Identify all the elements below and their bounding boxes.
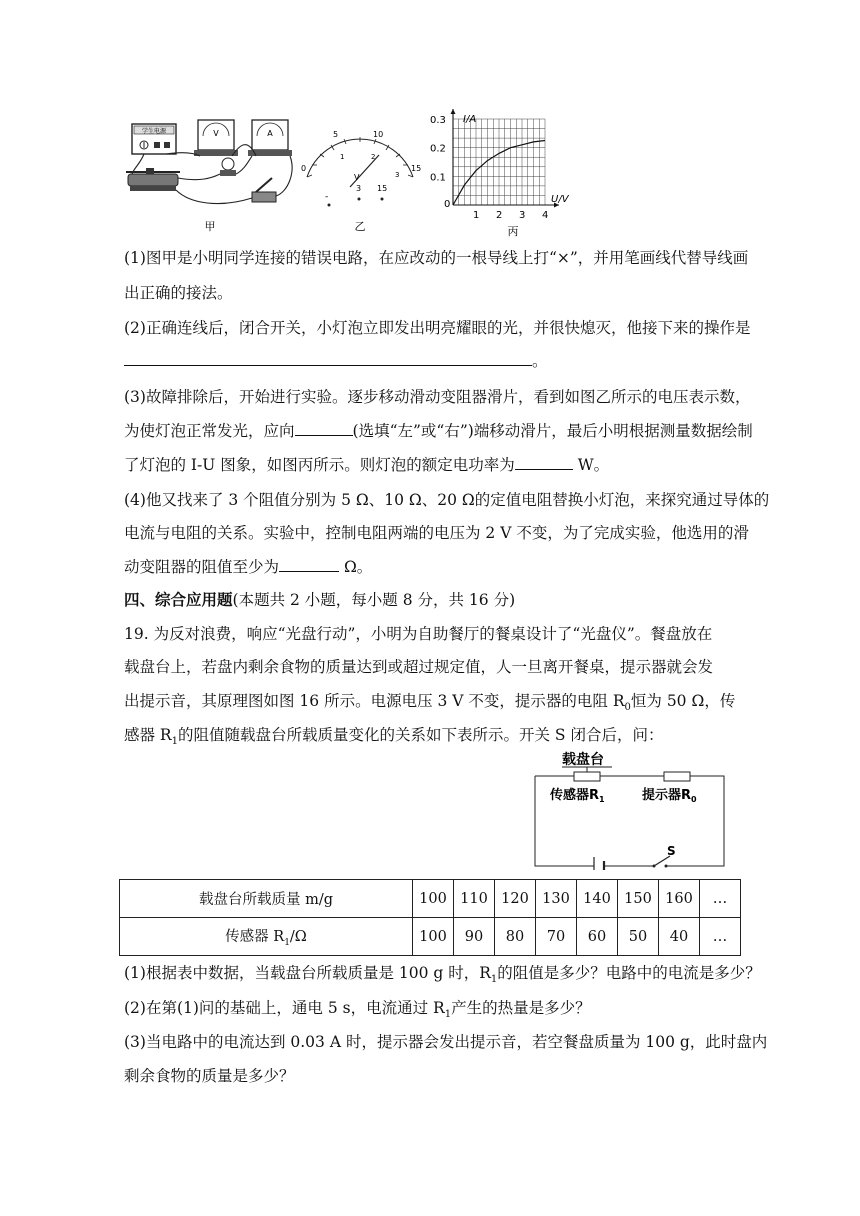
table-cell: … [700,918,741,956]
q18-part4-text-b: Ω。 [339,558,373,576]
y-tick-label: 0.3 [430,115,446,126]
figure-bing-chart [425,108,585,238]
q18-part4-text-a: 动变阻器的阻值至少为 [124,558,280,576]
figure-yi-dial [295,125,425,237]
q18-part2-end: 。 [532,352,548,370]
terminal-15: 15 [377,184,388,193]
figure-jia-circuit [120,112,300,237]
dial-needle [350,155,379,187]
figure-jia-label: 甲 [204,220,216,233]
table-row [120,918,741,956]
q19-line2: 载盘台上，若盘内剩余食物的质量达到或超过规定值，人一旦离开餐桌，提示器就会发 [124,658,714,676]
q18-part1-line2: 出正确的接法。 [124,284,233,302]
q18-part3-text-b: (选填“左”或“右”)端移动滑片，最后小明根据测量数据绘制 [352,422,753,440]
table-cell: 140 [577,880,618,918]
table-cell: 70 [536,918,577,956]
q18-part3-blank-power[interactable] [515,455,573,470]
terminal-3: 3 [356,184,362,193]
q18-part2-line1: (2)正确连线后，闭合开关，小灯泡立即发出明亮耀眼的光，并很快熄灭，他接下来的操作是 [124,319,751,337]
dial-tick-2: 2 [371,153,376,161]
q18-part2-answer-line [124,349,548,371]
q19-circuit-diagram [530,745,730,870]
q19-sub1-sub: 1 [490,974,498,986]
x-tick-label: 4 [542,210,549,221]
table-cell: 90 [454,918,495,956]
power-box-label: 学生电源 [141,128,167,135]
x-tick-label: 3 [519,210,526,221]
table-cell: 50 [618,918,659,956]
q18-part3-blank-direction[interactable] [295,421,353,436]
section4-heading: 四、综合应用题 [124,590,233,609]
q18-part3-text-c: 了灯泡的 I-U 图象，如图丙所示。则灯泡的额定电功率为 [124,456,515,474]
circuit-prompt-label: 提示器$R_0$ [642,788,697,804]
table-cell: 130 [536,880,577,918]
table-cell: 80 [495,918,536,956]
terminal-minus: - [325,192,329,202]
q19-sub1-text-b: 的阻值是多少？电路中的电流是多少？ [497,964,761,982]
y-tick-label: 0.2 [430,143,446,155]
x-tick-label: 1 [473,210,480,221]
q18-part2-blank[interactable] [124,351,532,366]
x-tick-label: 0 [444,199,451,210]
table-header-resistance: 传感器 $R_1/\Omega$ [120,918,413,956]
q18-part4-line2: 电流与电阻的关系。实验中，控制电阻两端的电压为 2 V 不变，为了完成实验，他选用的滑 [124,524,749,542]
q19-line4-text-a: 感器 R [124,726,172,744]
circuit-title: 载盘台 [562,752,604,768]
circuit-switch-label: S [667,844,676,858]
q19-line3-end: 恒为 50 Ω，传 [630,692,736,710]
y-tick-label: 0.1 [430,172,446,184]
figure-yi-label: 乙 [354,220,366,233]
table-row [120,880,741,918]
q19-sub1 [124,961,761,985]
table-cell: 150 [618,880,659,918]
q19-sub2-sub: 1 [444,1009,452,1021]
q19-line3-sub: 0 [624,702,631,714]
q18-part4-line3 [124,555,372,577]
q19-sub2 [124,996,591,1020]
q18-part3-line1: (3)故障排除后，开始进行实验。逐步移动滑动变阻器滑片，看到如图乙所示的电压表示数， [124,388,751,406]
table-cell: 60 [577,918,618,956]
circuit-sensor-label: 传感器$R_1$ [550,788,605,804]
dial-tick-10: 10 [373,130,384,139]
q19-line1: 19. 为反对浪费，响应“光盘行动”，小明为自助餐厅的餐桌设计了“光盘仪”。餐盘放在 [124,625,713,643]
q19-sub2-text-b: 产生的热量是多少？ [451,999,591,1017]
voltmeter-letter: V [213,129,219,138]
q18-part3-line2 [124,419,753,441]
q18-part3-text-d: W。 [572,456,610,474]
q19-sub1-text-a: (1)根据表中数据，当载盘台所载质量是 100 g 时，R [124,964,491,982]
table-cell: 160 [659,880,700,918]
table-cell: 120 [495,880,536,918]
figure-bing-label: 丙 [507,225,519,238]
table-cell: 100 [413,880,454,918]
q19-line4 [124,723,663,747]
table-cell: 40 [659,918,700,956]
q19-sub3-line1: (3)当电路中的电流达到 0.03 A 时，提示器会发出提示音，若空餐盘质量为 100 g，此时盘内 [124,1033,768,1051]
ammeter-letter: A [267,129,273,138]
q18-part3-text-a: 为使灯泡正常发光，应向 [124,422,295,440]
dial-tick-3: 3 [395,171,400,179]
chart-xlabel: U/V [551,194,569,205]
q19-sub2-text-a: (2)在第(1)问的基础上，通电 5 s，电流通过 R [124,999,445,1017]
q18-part4-line1: (4)他又找来了 3 个阻值分别为 5 Ω、10 Ω、20 Ω的定值电阻替换小灯泡，来探究通过导体的 [124,491,770,509]
q19-line3-text: 出提示音，其原理图如图 16 所示。电源电压 3 V 不变，提示器的电阻 R [124,692,625,710]
section4-heading-line [124,588,515,610]
q19-line4-sub: 1 [171,736,178,748]
table-cell: … [700,880,741,918]
q18-part1-line1: (1)图甲是小明同学连接的错误电路，在应改动的一根导线上打“×”，并用笔画线代替导线画 [124,249,749,267]
q19-line3 [124,689,735,713]
q19-sub3-line2: 剩余食物的质量是多少？ [124,1067,295,1085]
y-axis-arrow [451,109,456,114]
dial-tick-0: 0 [301,164,307,173]
chart-ylabel: I/A [463,114,477,125]
x-tick-label: 2 [496,210,503,221]
q19-data-table [119,879,741,956]
q18-part4-blank[interactable] [279,557,339,572]
q18-part3-line3 [124,453,609,475]
table-cell: 110 [454,880,495,918]
q19-line4-text-b: 的阻值随载盘台所载质量变化的关系如下表所示。开关 S 闭合后，问： [177,726,664,744]
section4-note: (本题共 2 小题，每小题 8 分，共 16 分) [232,591,516,609]
dial-tick-1: 1 [340,153,345,161]
table-header-mass: 载盘台所载质量 m/g [120,880,413,918]
dial-tick-15: 15 [411,164,422,173]
dial-tick-5: 5 [333,130,339,139]
dial-letter: V [354,173,360,182]
table-cell: 100 [413,918,454,956]
